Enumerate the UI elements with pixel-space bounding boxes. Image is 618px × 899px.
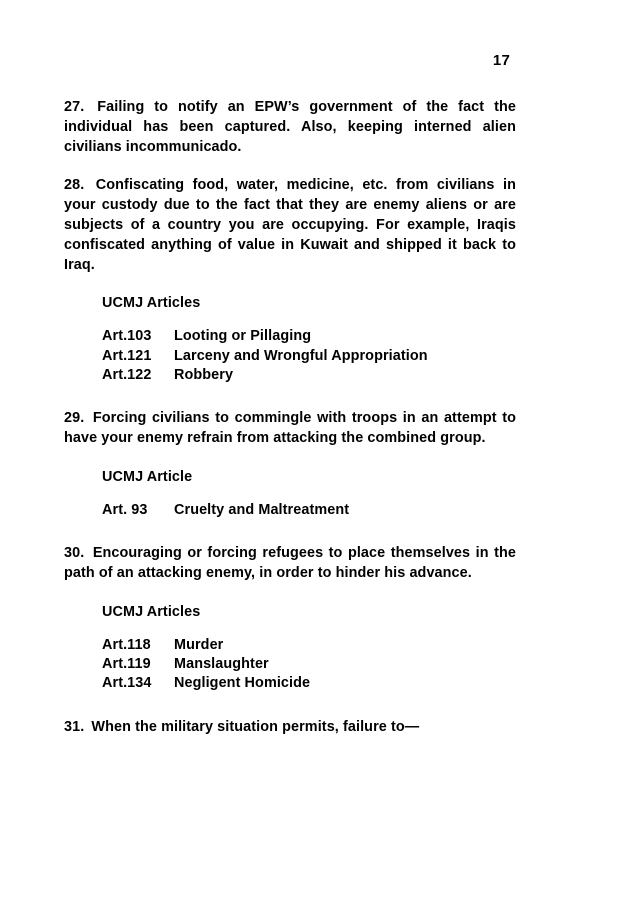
paragraph-number: 31.	[64, 718, 85, 735]
list-item	[102, 327, 516, 346]
list-item	[102, 636, 516, 655]
article-label: Art.121	[102, 347, 152, 364]
article-title: Manslaughter	[174, 655, 269, 672]
numbered-paragraph	[64, 718, 516, 738]
ucmj-articles-list	[102, 636, 516, 694]
paragraph-text: Failing to notify an EPW’s government of the fact the individual has been captured. Also, keeping interned alien civilians incommunicado.	[64, 99, 516, 155]
paragraph-text: Forcing civilians to commingle with troops in an attempt to have your enemy refrain from attacking the combined group.	[64, 410, 516, 447]
article-label: Art.122	[102, 366, 152, 383]
ucmj-articles-block	[64, 294, 516, 385]
article-title: Robbery	[174, 366, 234, 383]
article-title: Murder	[174, 636, 224, 653]
paragraph-number: 28.	[64, 177, 85, 194]
article-label: Art. 93	[102, 501, 148, 518]
article-title: Negligent Homicide	[174, 675, 311, 692]
ucmj-articles-heading: UCMJ Articles	[102, 295, 201, 312]
list-item	[102, 347, 516, 366]
paragraph-number: 27.	[64, 99, 85, 115]
paragraph-text: Encouraging or forcing refugees to place themselves in the path of an attacking enemy, in order to hinder his advance.	[64, 545, 516, 581]
paragraph-number: 30.	[64, 545, 85, 562]
numbered-paragraph	[64, 544, 516, 584]
ucmj-articles-list	[102, 501, 516, 520]
list-item	[102, 366, 516, 385]
ucmj-articles-block	[64, 468, 516, 520]
article-label: Art.134	[102, 675, 152, 692]
numbered-paragraph	[64, 176, 516, 275]
paragraph-number: 29.	[64, 410, 85, 427]
paragraph-text: When the military situation permits, failure to—	[91, 718, 420, 735]
paragraph-text: Confiscating food, water, medicine, etc. from civilians in your custody due to the fact that they are enemy aliens or are subjects of a country you are occupying. For example, Iraqis confiscated anything of value in Kuwait and shipped it back to Iraq.	[64, 177, 516, 273]
article-title: Looting or Pillaging	[174, 328, 312, 345]
list-item	[102, 501, 516, 520]
article-title: Cruelty and Maltreatment	[174, 501, 350, 518]
list-item	[102, 655, 516, 674]
numbered-paragraph	[64, 98, 516, 157]
ucmj-articles-block	[64, 603, 516, 694]
ucmj-articles-heading: UCMJ Articles	[102, 603, 201, 620]
article-title: Larceny and Wrongful Appropriation	[174, 347, 428, 364]
numbered-paragraph	[64, 409, 516, 449]
article-label: Art.103	[102, 328, 152, 345]
ucmj-articles-heading: UCMJ Article	[102, 468, 193, 485]
ucmj-articles-list	[102, 327, 516, 385]
list-item	[102, 674, 516, 693]
page-content	[64, 98, 516, 738]
article-label: Art.119	[102, 655, 151, 672]
article-label: Art.118	[102, 636, 151, 653]
page-number: 17	[492, 52, 510, 69]
